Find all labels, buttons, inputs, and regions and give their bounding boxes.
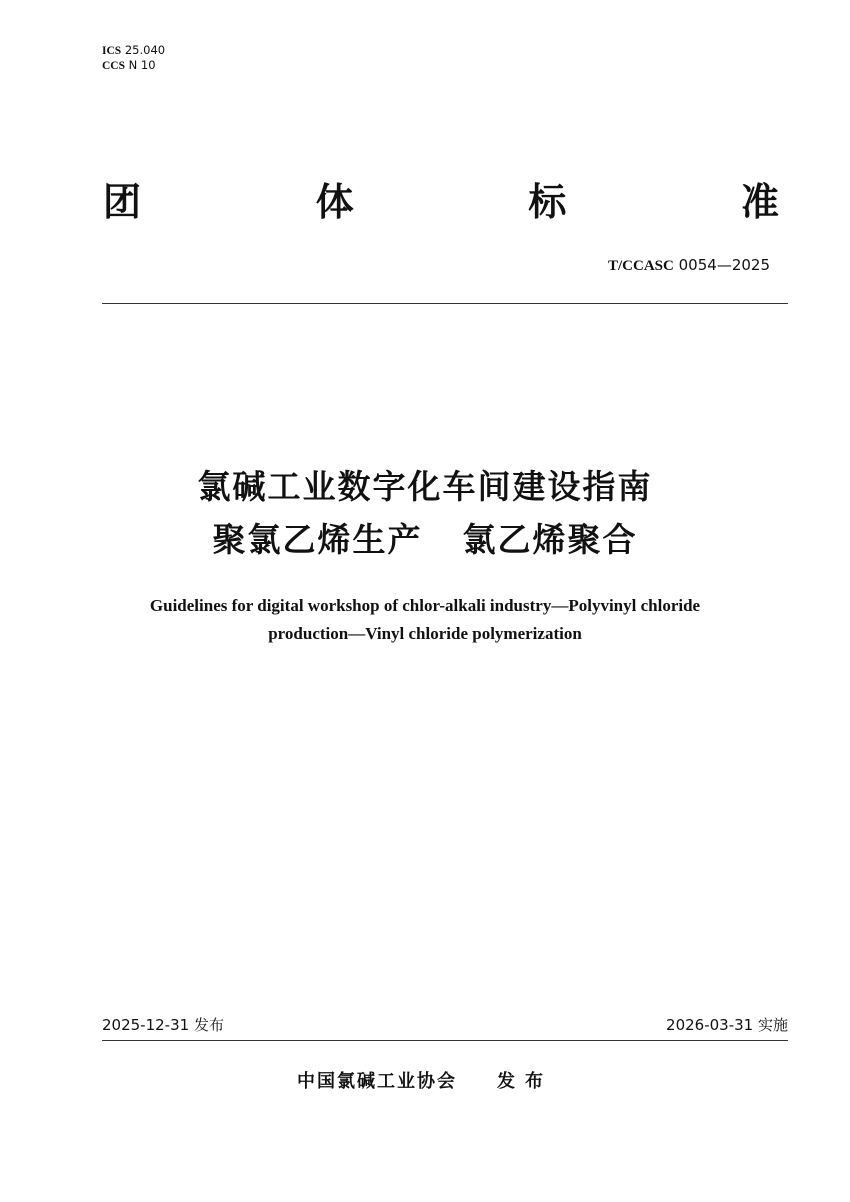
standard-type-char: 团 [103, 179, 142, 224]
ccs-label: CCS [102, 60, 126, 72]
standard-type-heading [103, 168, 779, 228]
standard-code-prefix: T/CCASC [608, 258, 674, 274]
chinese-title-part-2: 氯乙烯聚合 [462, 520, 638, 559]
ics-code [102, 43, 165, 58]
chinese-title-part-1: 聚氯乙烯生产 [212, 520, 423, 559]
publisher-action: 发布 [497, 1071, 553, 1092]
english-title-line-1: Guidelines for digital workshop of chlor-alkali industry—Polyvinyl chloride [149, 596, 701, 615]
ccs-code [102, 58, 165, 73]
standard-type-char: 标 [528, 179, 567, 224]
ics-label: ICS [102, 45, 122, 57]
issue-date: 2025-12-31 发布 [102, 1016, 224, 1034]
standard-type-char: 体 [315, 179, 354, 224]
standard-code-number: 0054—2025 [678, 256, 770, 274]
publisher [0, 1067, 850, 1093]
publisher-name: 中国氯碱工业协会 [297, 1071, 457, 1092]
ics-value: 25.040 [124, 43, 166, 57]
implementation-date: 2026-03-31 实施 [666, 1016, 788, 1034]
ccs-value: N 10 [128, 58, 156, 72]
standard-type-char: 准 [740, 179, 779, 224]
english-title-line-2: production—Vinyl chloride polymerization [268, 624, 582, 643]
standard-code [608, 256, 770, 275]
classification-codes [102, 43, 165, 73]
chinese-title-line-2 [0, 516, 850, 564]
bottom-divider [102, 1040, 788, 1041]
top-divider [102, 303, 788, 304]
english-title [0, 592, 850, 648]
chinese-title-line-1: 氯碱工业数字化车间建设指南 [197, 467, 653, 506]
